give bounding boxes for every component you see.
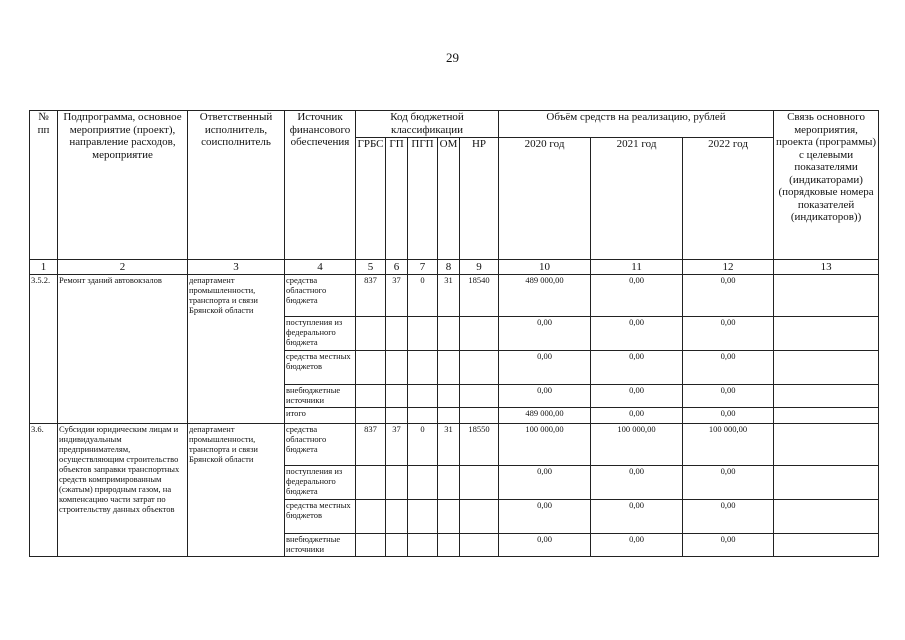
- om-cell: 31: [438, 275, 460, 317]
- om-cell: [438, 408, 460, 424]
- om-cell: [438, 385, 460, 408]
- header-2020: 2020 год: [499, 138, 591, 260]
- header-link: Связь основного мероприятия, проекта (программы) с целевыми показателями (индикаторами) (порядковые номера показателей (индикаторов)): [774, 111, 879, 260]
- grbs-cell: [356, 534, 386, 557]
- item-name-cell: Ремонт зданий автовокзалов: [58, 275, 188, 424]
- header-om: ОМ: [438, 138, 460, 260]
- np-cell: [460, 317, 499, 351]
- grbs-cell: [356, 385, 386, 408]
- table-body: [30, 111, 879, 557]
- y2022-amount-cell: 0,00: [683, 534, 774, 557]
- np-cell: [460, 408, 499, 424]
- gp-cell: 37: [386, 275, 408, 317]
- grbs-cell: 837: [356, 275, 386, 317]
- y2020-amount-cell: 489 000,00: [499, 275, 591, 317]
- y2021-amount-cell: 0,00: [591, 385, 683, 408]
- gp-cell: [386, 351, 408, 385]
- y2022-amount-cell: 0,00: [683, 500, 774, 534]
- pgp-cell: [408, 534, 438, 557]
- header-grbs: ГРБС: [356, 138, 386, 260]
- item-number-cell: 3.5.2.: [30, 275, 58, 424]
- np-cell: [460, 534, 499, 557]
- column-number: 11: [591, 260, 683, 275]
- link-cell: [774, 317, 879, 351]
- gp-cell: [386, 408, 408, 424]
- column-number: 2: [58, 260, 188, 275]
- header-pgp: ПГП: [408, 138, 438, 260]
- header-executor: Ответственный исполнитель, соисполнитель: [188, 111, 285, 260]
- source-cell: средства областного бюджета: [285, 275, 356, 317]
- om-cell: [438, 466, 460, 500]
- np-cell: [460, 500, 499, 534]
- column-number: 12: [683, 260, 774, 275]
- grbs-cell: [356, 466, 386, 500]
- header-2021: 2021 год: [591, 138, 683, 260]
- gp-cell: [386, 385, 408, 408]
- y2021-amount-cell: 0,00: [591, 408, 683, 424]
- pgp-cell: 0: [408, 424, 438, 466]
- y2021-amount-cell: 0,00: [591, 534, 683, 557]
- np-cell: [460, 351, 499, 385]
- pgp-cell: [408, 351, 438, 385]
- header-2022: 2022 год: [683, 138, 774, 260]
- grbs-cell: [356, 351, 386, 385]
- y2021-amount-cell: 0,00: [591, 500, 683, 534]
- y2022-amount-cell: 0,00: [683, 317, 774, 351]
- pgp-cell: 0: [408, 275, 438, 317]
- gp-cell: [386, 534, 408, 557]
- grbs-cell: [356, 500, 386, 534]
- y2020-amount-cell: 0,00: [499, 500, 591, 534]
- y2022-amount-cell: 0,00: [683, 408, 774, 424]
- pgp-cell: [408, 317, 438, 351]
- om-cell: [438, 500, 460, 534]
- source-cell: поступления из федерального бюджета: [285, 317, 356, 351]
- link-cell: [774, 466, 879, 500]
- y2022-amount-cell: 0,00: [683, 466, 774, 500]
- header-program: Подпрограмма, основное мероприятие (проект), направление расходов, мероприятие: [58, 111, 188, 260]
- link-cell: [774, 275, 879, 317]
- link-cell: [774, 351, 879, 385]
- header-num: № пп: [30, 111, 58, 260]
- header-row-1: [30, 111, 879, 138]
- np-cell: 18550: [460, 424, 499, 466]
- om-cell: [438, 351, 460, 385]
- column-number: 8: [438, 260, 460, 275]
- budget-table: [29, 110, 879, 557]
- source-cell: поступления из федерального бюджета: [285, 466, 356, 500]
- grbs-cell: [356, 408, 386, 424]
- y2021-amount-cell: 0,00: [591, 351, 683, 385]
- link-cell: [774, 500, 879, 534]
- y2022-amount-cell: 0,00: [683, 385, 774, 408]
- np-cell: [460, 466, 499, 500]
- header-volume: Объём средств на реализацию, рублей: [499, 111, 774, 138]
- column-number: 5: [356, 260, 386, 275]
- link-cell: [774, 385, 879, 408]
- grbs-cell: [356, 317, 386, 351]
- header-np: НР: [460, 138, 499, 260]
- page-number: 29: [446, 50, 459, 65]
- om-cell: [438, 534, 460, 557]
- header-source: Источник финансового обеспечения: [285, 111, 356, 260]
- executor-cell: департамент промышленности, транспорта и связи Брянской области: [188, 275, 285, 424]
- column-numbers-row: [30, 260, 879, 275]
- source-cell: средства местных бюджетов: [285, 351, 356, 385]
- y2021-amount-cell: 100 000,00: [591, 424, 683, 466]
- item-number-cell: 3.6.: [30, 424, 58, 557]
- source-cell: итого: [285, 408, 356, 424]
- gp-cell: 37: [386, 424, 408, 466]
- column-number: 1: [30, 260, 58, 275]
- y2020-amount-cell: 100 000,00: [499, 424, 591, 466]
- y2020-amount-cell: 0,00: [499, 385, 591, 408]
- link-cell: [774, 408, 879, 424]
- column-number: 9: [460, 260, 499, 275]
- pgp-cell: [408, 500, 438, 534]
- y2020-amount-cell: 0,00: [499, 466, 591, 500]
- y2021-amount-cell: 0,00: [591, 275, 683, 317]
- link-cell: [774, 424, 879, 466]
- gp-cell: [386, 317, 408, 351]
- pgp-cell: [408, 385, 438, 408]
- source-cell: средства местных бюджетов: [285, 500, 356, 534]
- source-cell: средства областного бюджета: [285, 424, 356, 466]
- y2021-amount-cell: 0,00: [591, 466, 683, 500]
- column-number: 3: [188, 260, 285, 275]
- y2020-amount-cell: 489 000,00: [499, 408, 591, 424]
- y2022-amount-cell: 0,00: [683, 351, 774, 385]
- column-number: 13: [774, 260, 879, 275]
- om-cell: 31: [438, 424, 460, 466]
- np-cell: [460, 385, 499, 408]
- np-cell: 18540: [460, 275, 499, 317]
- pgp-cell: [408, 408, 438, 424]
- y2021-amount-cell: 0,00: [591, 317, 683, 351]
- column-number: 4: [285, 260, 356, 275]
- om-cell: [438, 317, 460, 351]
- header-budget-code: Код бюджетной классификации: [356, 111, 499, 138]
- source-cell: внебюджетные источники: [285, 385, 356, 408]
- item-name-cell: Субсидии юридическим лицам и индивидуальным предпринимателям, осуществляющим строительство объектов заправки транспортных средств компримированным (сжатым) природным газом, на компенсацию части затрат по строительству данных объектов: [58, 424, 188, 557]
- y2022-amount-cell: 100 000,00: [683, 424, 774, 466]
- column-number: 6: [386, 260, 408, 275]
- link-cell: [774, 534, 879, 557]
- table-row: [30, 424, 879, 466]
- header-gp: ГП: [386, 138, 408, 260]
- table-row: [30, 275, 879, 317]
- gp-cell: [386, 500, 408, 534]
- column-number: 7: [408, 260, 438, 275]
- source-cell: внебюджетные источники: [285, 534, 356, 557]
- y2020-amount-cell: 0,00: [499, 351, 591, 385]
- y2020-amount-cell: 0,00: [499, 534, 591, 557]
- pgp-cell: [408, 466, 438, 500]
- gp-cell: [386, 466, 408, 500]
- grbs-cell: 837: [356, 424, 386, 466]
- y2022-amount-cell: 0,00: [683, 275, 774, 317]
- executor-cell: департамент промышленности, транспорта и связи Брянской области: [188, 424, 285, 557]
- y2020-amount-cell: 0,00: [499, 317, 591, 351]
- column-number: 10: [499, 260, 591, 275]
